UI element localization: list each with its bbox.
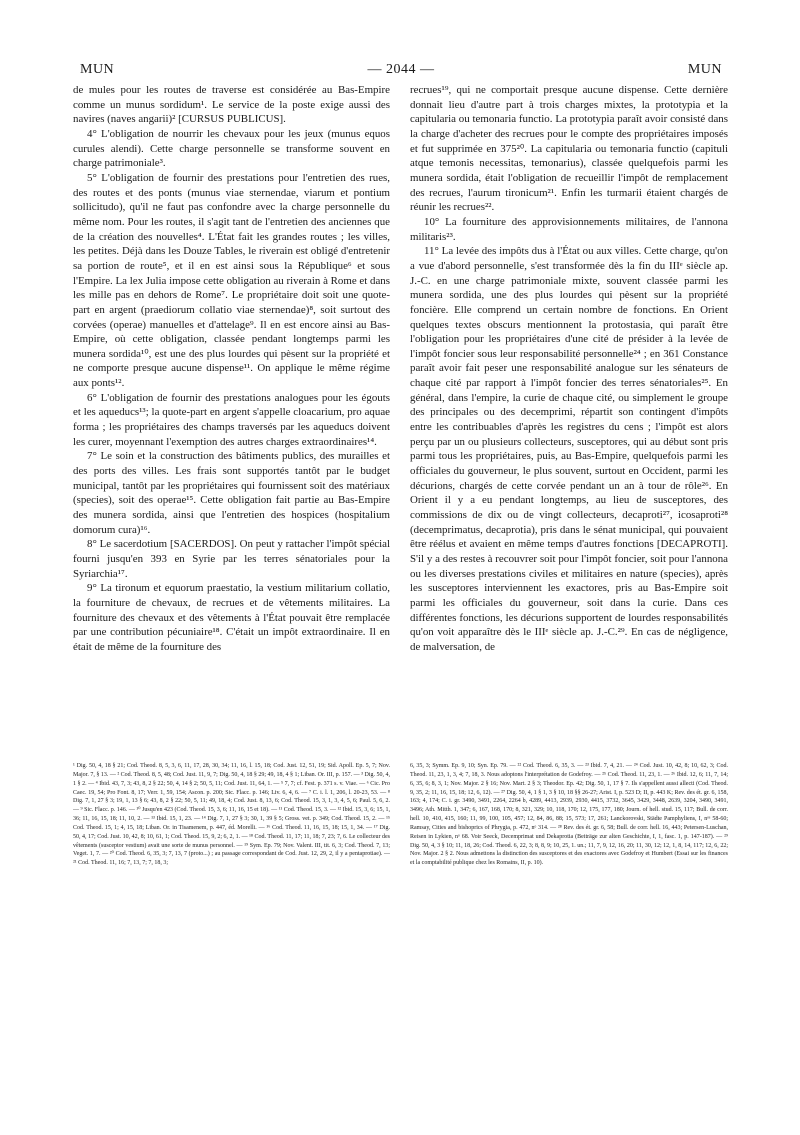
paragraph: 10° La fourniture des approvisionnements militaires, de l'annona militaris²³. xyxy=(410,215,728,243)
paragraph: 9° La tironum et equorum praestatio, la vestium militarium collatio, la fourniture de chevaux, de recrues et de vêtements militaires. La fourniture des chevaux et des vêtements à l'État pouvait être remplacée par une contribution pécuniaire¹⁸. C'était un impôt extraordinaire. Il en était de même de la fourniture des xyxy=(73,582,390,653)
paragraph: 11° La levée des impôts dus à l'État ou aux villes. Cette charge, qu'on a vue d'abord personnelle, s'est transformée dès la fin du IIIᵉ siècle ap. J.-C. en une charge patrimoniale mixte, souvent classée parmi les munera sordida, une des plus lourdes qui pèsent sur la propriété foncière. Elle comprend un certain nombre de fonctions. En Orient quelques textes obscurs mentionnent la protostasia, qui paraît être l'obligation pour les propriétaires d'une cité de présider à la levée de l'impôt foncier sous leur responsabilité personnelle²⁴ ; en 361 Constance paraît avoir fait peser une responsabilité analogue sur les sénateurs de chaque cité par rapport à l'impôt foncier des terres sénatoriales²⁵. En général, dans l'empire, la curie de chaque cité, ou simplement le groupe des principales ou des decemprimi, répartit son contingent d'impôts entre les contribuables d'après les registres du cens ; l'impôt est alors perçu par un ou plusieurs collecteurs, susceptores, qui au début sont pris parmi tous les propriétaires, puis, au Bas-Empire, quelquefois parmi les officiales du gouverneur, le plus souvent, surtout en Occident, parmi les décurions, chargés de cette corvée pendant un an à tour de rôle²⁶. En Orient il y a eu pendant longtemps, au lieu de susceptores, des commissions de dix ou de vingt collecteurs, decaproti²⁷, icosaproti²⁸ (decemprimatus, decaprotia), pris dans le sénat municipal, qui pouvaient être réélus et avaient en même temps d'autres fonctions [DECAPROTI]. S'il y a des restes à recouvrer soit pour l'impôt foncier, soit pour l'annona ou les diverses prestations civiles et militaires en nature (species), après les susceptores interviennent les exactores, pris au Bas-Empire soit parmi les officiales du gouverneur, soit dans la curie. Dans ces différentes fonctions, les décurions supportent de lourdes responsabilités qu'on voit apparaître dès le IIIᵉ siècle ap. J.-C.²⁹. En cas de négligence, de malversation, de xyxy=(410,245,728,653)
footnotes-right xyxy=(410,762,728,1092)
paragraph: 5° L'obligation de fournir des prestations pour l'entretien des rues, des routes et des ponts (munus viae sternendae, viarum et pontium sollicitudo), qu'il ne faut pas confondre avec la charge personnelle du même nom. Pour les routes, il s'agit tant de l'entretien des anciennes que de la création des nouvelles⁴. L'État fait les grandes routes ; les villes, les petites. Déjà dans les Douze Tables, le riverain est obligé d'entretenir sa portion de route⁵, et il en est ainsi sous la République⁶ et sous l'Empire. La lex Julia impose cette obligation au riverain à Rome et dans les mille pas en dehors de Rome⁷. Le propriétaire doit soit une quote-part en argent (praediorum collatio viae sternendae)⁸, soit surtout des corvées (operae) manuelles et d'attelage⁹. Il en est encore ainsi au Bas-Empire, où cette obligation, classée pendant longtemps parmi les munera sordida¹⁰, est une des plus lourdes qui pèsent sur la propriété et ne comporte presque aucune dispense¹¹. On applique le même régime aux ponts¹². xyxy=(73,171,390,390)
paragraph: 7° Le soin et la construction des bâtiments publics, des murailles et des ports des villes. Les frais sont supportés tantôt par le budget municipal, tantôt par les propriétaires qui fournissent soit des matériaux (species), soit des operae¹⁵. Cette obligation fait partie au Bas-Empire des munera sordida, ainsi que l'entretien des hospices (hospitalium domorum cura)¹⁶. xyxy=(73,450,390,536)
header-left: MUN xyxy=(80,62,115,77)
footnotes-left xyxy=(73,762,390,1092)
paragraph: 8° Le sacerdotium [SACERDOS]. On peut y rattacher l'impôt spécial fourni jusqu'en 393 en Syrie par les terres sénatoriales pour la Syriarchia¹⁷. xyxy=(73,538,390,580)
paragraph: de mules pour les routes de traverse est considérée au Bas-Empire comme un munus sordidum¹. Le service de la poste exige aussi des navires (naves angarii)² [CURSUS PUBLICUS]. xyxy=(73,84,390,126)
footnote-text: ¹ Dig. 50, 4, 18 § 21; Cod. Theod. 8, 5, 3, 6, 11, 17, 28, 30, 34; 11, 16, l. 15, 18; Cod. Just. 12, 51, 19; Sid. Apoll. Ep. 5, 7; Nov. Major. 7, § 13. — ² Cod. Theod. 8, 5, 48; Cod. Just. 11, 9, 7; Dig. 50, 4, 18 § 29; 49, 18, 4 § 1; Liban. Or. III, p. 157. — ³ Dig. 50, 4, 1 § 2. — ⁴ Ibid. 43, 7, 3; 43, 8, 2 § 22; 50, 4, 14 § 2; 50, 5, 11; Cod. Just. 11, 64, 1. — ⁵ 7, 7; cf. Fest. p. 371 s. v. Viae. — ⁶ Cic. Pro Caec. 19, 54; Pro Font. 8, 17; Verr. 1, 59, 154; Ascon. p. 200; Sic. Flacc. p. 146; Liv. 6, 4, 6. — ⁷ C. i. l. 1, 206, l. 20-23, 53. — ⁸ Dig. 7, 1, 27 § 3; 19, 1, 13 § 6; 43, 8, 2 § 22; 50, 5, 11; 49, 18, 4; Cod. Just. 8, 13, 6; Cod. Theod. 15, 3, 1, 3, 4, 5, 6; Paul. 5, 6, 2. — ⁹ Sic. Flacc. p. 146. — ¹⁰ Jusqu'en 423 (Cod. Theod. 15, 3, 6; 11, 16, 15 et 18). — ¹¹ Cod. Theod. 15, 3. — ¹² Ibid. 15, 3, 6; 15, 1, 36; 11, 16, 15, 18; 11, 10, 2. — ¹³ Ibid. 15, 1, 23. — ¹⁴ Dig. 7, 1, 27 § 3; 30, 1, 39 § 5; Gross. vet. p. 349; Cod. Theod. 15, 2. — ¹⁵ Cod. Theod. 15, 1; 4, 15, 18; Liban. Or. in Tisamenem, p. 447, éd. Morelli. — ¹⁶ Cod. Theod. 11, 16, 15, 18; 15, 1, 34. — ¹⁷ Dig. 50, 4, 17; Cod. Just. 10, 42, 8; 10, 61, 1; Cod. Theod. 15, 9, 2; 6, 2, 1. — ¹⁸ Cod. Theod. 11, 17; 11, 18; 7, 23; 7, 6. Le collecteur des vêtements (susceptor vestium) avait une sorte de munus personnel. — ¹⁹ Sym. Ep. 79; Nov. Valent. III, tit. 6, 3; Cod. Theod. 7, 13; Veget. 1, 7. — ²⁰ Cod. Theod. 6, 35, 3; 7, 13, 7 (proto...) ; au passage correspondant de Cod. Just. 12, 29, 2, il y a pentaprotiae). — ²¹ Cod. Theod. 11, 16; 7, 13, 7; 7, 18, 3; xyxy=(73,763,390,867)
paragraph: 6° L'obligation de fournir des prestations analogues pour les égouts et les aqueducs¹³; la quote-part en argent s'appelle cloacarium, pro aquae forma ; les propriétaires des champs traversés par les aqueducs doivent les curer, moyennant l'exemption des autres charges extraordinaires¹⁴. xyxy=(73,391,390,448)
page-header xyxy=(70,62,732,82)
page-number: — 2044 — xyxy=(367,62,435,77)
footnote-text: 6, 35, 3; Symm. Ep. 9, 10; Syn. Ep. 79. — ²² Cod. Theod. 6, 35, 3. — ²³ Ibid. 7, 4, 21. — ²⁴ Cod. Just. 10, 42, 8; 10, 62, 3; Cod. Theod. 11, 23, 1, 3, 4; 7, 18, 3. Nous adoptons l'interprétation de Godefroy. — ²⁵ Cod. Theod. 11, 23, 1. — ²⁶ Ibid. 12, 6; 11, 7, 14; 6, 35, 6; 8, 3, 1; Nov. Major. 2 § 16; Nov. Mart. 2 § 3; Theodor. Ep. 42; Dig. 50, 1, 17 § 7. Ils s'appellent aussi allecti (Cod. Theod. 9, 35, 2; 11, 16, 15, 18; 12, 6, 12). — ²⁷ Dig. 50, 4, 1 § 1, 3 § 10, 18 §§ 26-27; Arist. I, p. 523 D; II, p. 443 K; Rev. des ét. gr. 6, 158, 163; 4, 174; C. i. gr. 3490, 3491, 2264, 2264 b, 4289, 4413, 2939, 2930, 4415, 3732, 3645, 3429, 3448, 2639, 3204, 3490, 3491, 3496; Ath. Mitth. 1, 347; 6, 167, 168, 170; 8, 321, 329; 10, 118, 170; 12, 175, 177, 180; Journ. of hell. stud. 15, 117; Bull. de corr. hell. 10, 410, 415, 160; 11, 99, 100, 105, 457; 12, 84, 86, 88; 15, 573; 17, 261; Lanckorovski, Städte Pamphyliens, I, nᵒˢ 58-60; Ramsay, Cities and bishoprics of Phrygia, p. 472, nᵒ 314. — ²⁸ Rev. des ét. gr. 6, 58; Bull. de corr. hell. 16, 443; Petersen-Luschan, Reisen in Lykien, nᵒ 68. Voir Seeck, Decemprimat und Dekaprotia (Beiträge zur alten Geschichte, I, 1, fasc. 1, p. 147-187). — ²⁹ Dig. 50, 4, 3 § 10; 11, 18, 26; Cod. Theod. 6, 22, 3; 8, 8, 9; 10, 25, 1. un.; 11, 7, 9, 12, 16, 20; 11, 30, 12; 12, 1, 8, 14, 117; 12, 6, 22; Nov. Major. 2 § 2. Nous admettons la distinction des susceptores et des exactores avec Godefroy et Humbert (Essai sur les finances et la comptabilité publique chez les Romains, II, p. 10). xyxy=(410,763,728,867)
right-column xyxy=(410,83,728,768)
paragraph: recrues¹⁹, qui ne comportait presque aucune dispense. Cette dernière donnait lieu d'autre part à trois charges mixtes, la prototypia et la capitularia ou temonaria functio. La prototypia paraît avoir consisté dans la charge d'acheter des recrues pour le compte des propriétaires imposés et fut supprimée en 375²⁰. La capitularia ou temonaria functio (capituli atque temonis necessitas, temonarius), classée quelquefois parmi les munera sordida, était l'obligation de recueillir l'impôt de remplacement des recrues, l'aurum tironicum²¹. Enfin les turmarii étaient chargés de réunir les recrues²². xyxy=(410,84,728,214)
header-right: MUN xyxy=(687,62,722,77)
paragraph: 4° L'obligation de nourrir les chevaux pour les jeux (munus equos curules alendi). Cette charge personnelle se transforme souvent en charge patrimoniale³. xyxy=(73,127,390,170)
left-column xyxy=(73,83,390,763)
